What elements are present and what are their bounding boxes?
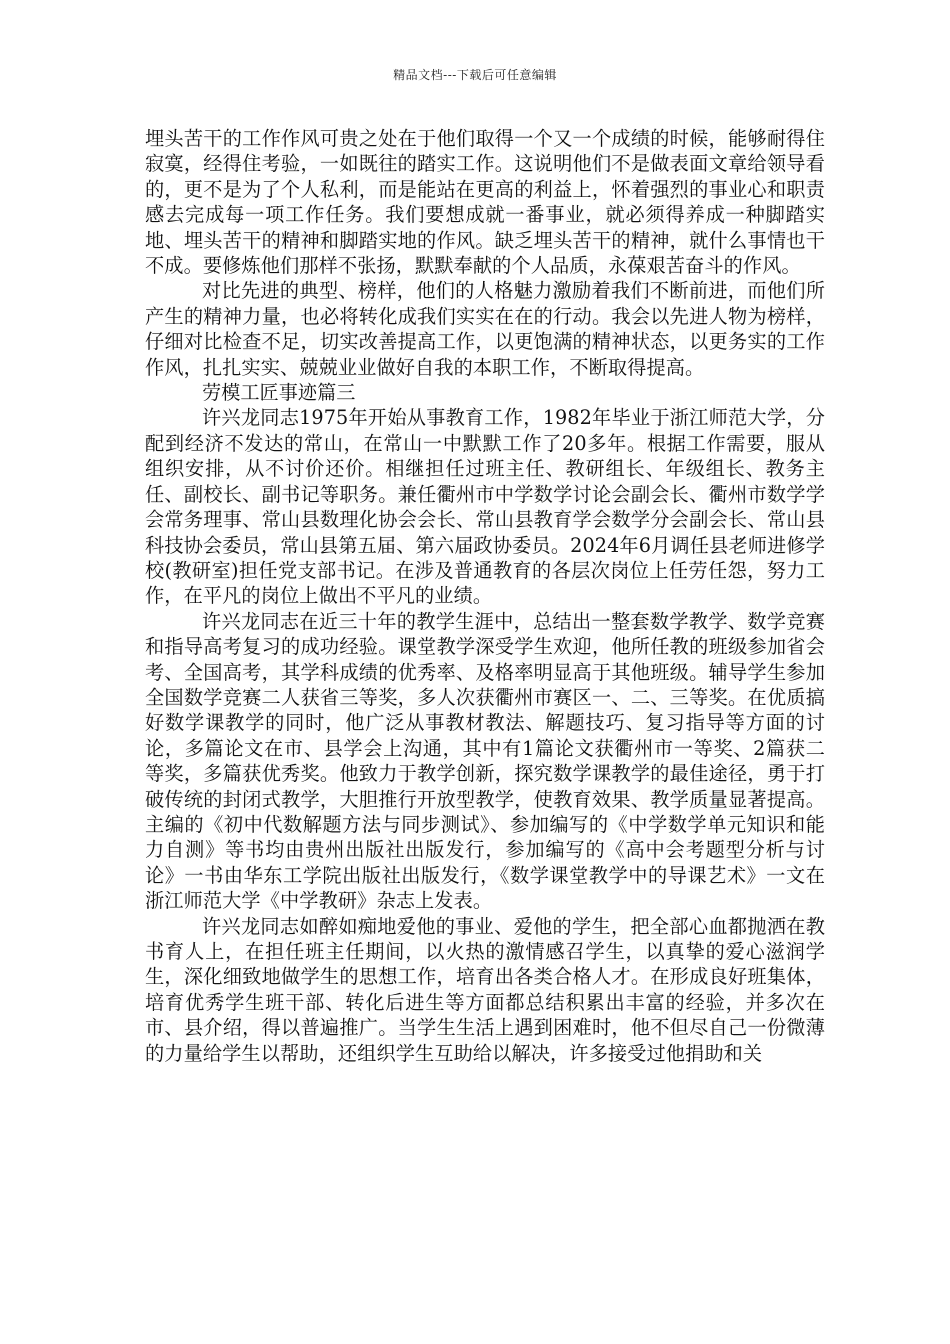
page-header: 精品文档---下载后可任意编辑 bbox=[393, 68, 557, 82]
document-body bbox=[145, 126, 825, 1066]
paragraph: 许兴龙同志在近三十年的教学生涯中，总结出一整套数学教学、数学竞赛和指导高考复习的成功经验。课堂教学深受学生欢迎，他所任教的班级参加省会考、全国高考，其学科成绩的优秀率、及格率明显高于其他班级。辅导学生参加全国数学竞赛二人获省三等奖，多人次获衢州市赛区一、二、三等奖。在优质搞好数学课教学的同时，他广泛从事教材教法、解题技巧、复习指导等方面的讨论，多篇论文在市、县学会上沟通，其中有1篇论文获衢州市一等奖、2篇获二等奖，多篇获优秀奖。他致力于教学创新，探究数学课教学的最佳途径，勇于打破传统的封闭式教学，大胆推行开放型教学，使教育效果、教学质量显著提高。主编的《初中代数解题方法与同步测试》、参加编写的《中学数学单元知识和能力自测》等书均由贵州出版社出版发行，参加编写的《高中会考题型分析与讨论》一书由华东工学院出版社出版发行，《数学课堂教学中的导课艺术》一文在浙江师范大学《中学教研》杂志上发表。 bbox=[145, 609, 825, 913]
paragraph: 对比先进的典型、榜样，他们的人格魅力激励着我们不断前进，而他们所产生的精神力量，也必将转化成我们实实在在的行动。我会以先进人物为榜样，仔细对比检查不足，切实改善提高工作，以更饱满的精神状态，以更务实的工作作风，扎扎实实、兢兢业业做好自我的本职工作，不断取得提高。 bbox=[145, 279, 825, 379]
paragraph: 许兴龙同志1975年开始从事教育工作，1982年毕业于浙江师范大学，分配到经济不发达的常山，在常山一中默默工作了20多年。根据工作需要，服从组织安排，从不讨价还价。相继担任过班主任、教研组长、年级组长、教务主任、副校长、副书记等职务。兼任衢州市中学数学讨论会副会长、衢州市数学学会常务理事、常山县数理化协会会长、常山县教育学会数学分会副会长、常山县科技协会委员，常山县第五届、第六届政协委员。2024年6月调任县老师进修学校(教研室)担任党支部书记。在涉及普通教育的各层次岗位上任劳任怨，努力工作，在平凡的岗位上做出不平凡的业绩。 bbox=[145, 406, 825, 608]
paragraph: 许兴龙同志如醉如痴地爱他的事业、爱他的学生，把全部心血都抛洒在教书育人上，在担任班主任期间，以火热的激情感召学生，以真挚的爱心滋润学生，深化细致地做学生的思想工作，培育出各类合格人才。在形成良好班集体，培育优秀学生班干部、转化后进生等方面都总结积累出丰富的经验，并多次在市、县介绍，得以普遍推广。当学生生活上遇到困难时，他不但尽自己一份微薄的力量给学生以帮助，还组织学生互助给以解决，许多接受过他捐助和关 bbox=[145, 914, 825, 1065]
section-title: 劳模工匠事迹篇三 bbox=[202, 381, 356, 405]
paragraph-continued: 埋头苦干的工作作风可贵之处在于他们取得一个又一个成绩的时候，能够耐得住寂寞，经得住考验，一如既往的踏实工作。这说明他们不是做表面文章给领导看的，更不是为了个人私利，而是能站在更高的利益上，怀着强烈的事业心和职责感去完成每一项工作任务。我们要想成就一番事业，就必须得养成一种脚踏实地、埋头苦干的精神和脚踏实地的作风。缺乏埋头苦干的精神，就什么事情也干不成。要修炼他们那样不张扬，默默奉献的个人品质，永葆艰苦奋斗的作风。 bbox=[145, 127, 825, 278]
